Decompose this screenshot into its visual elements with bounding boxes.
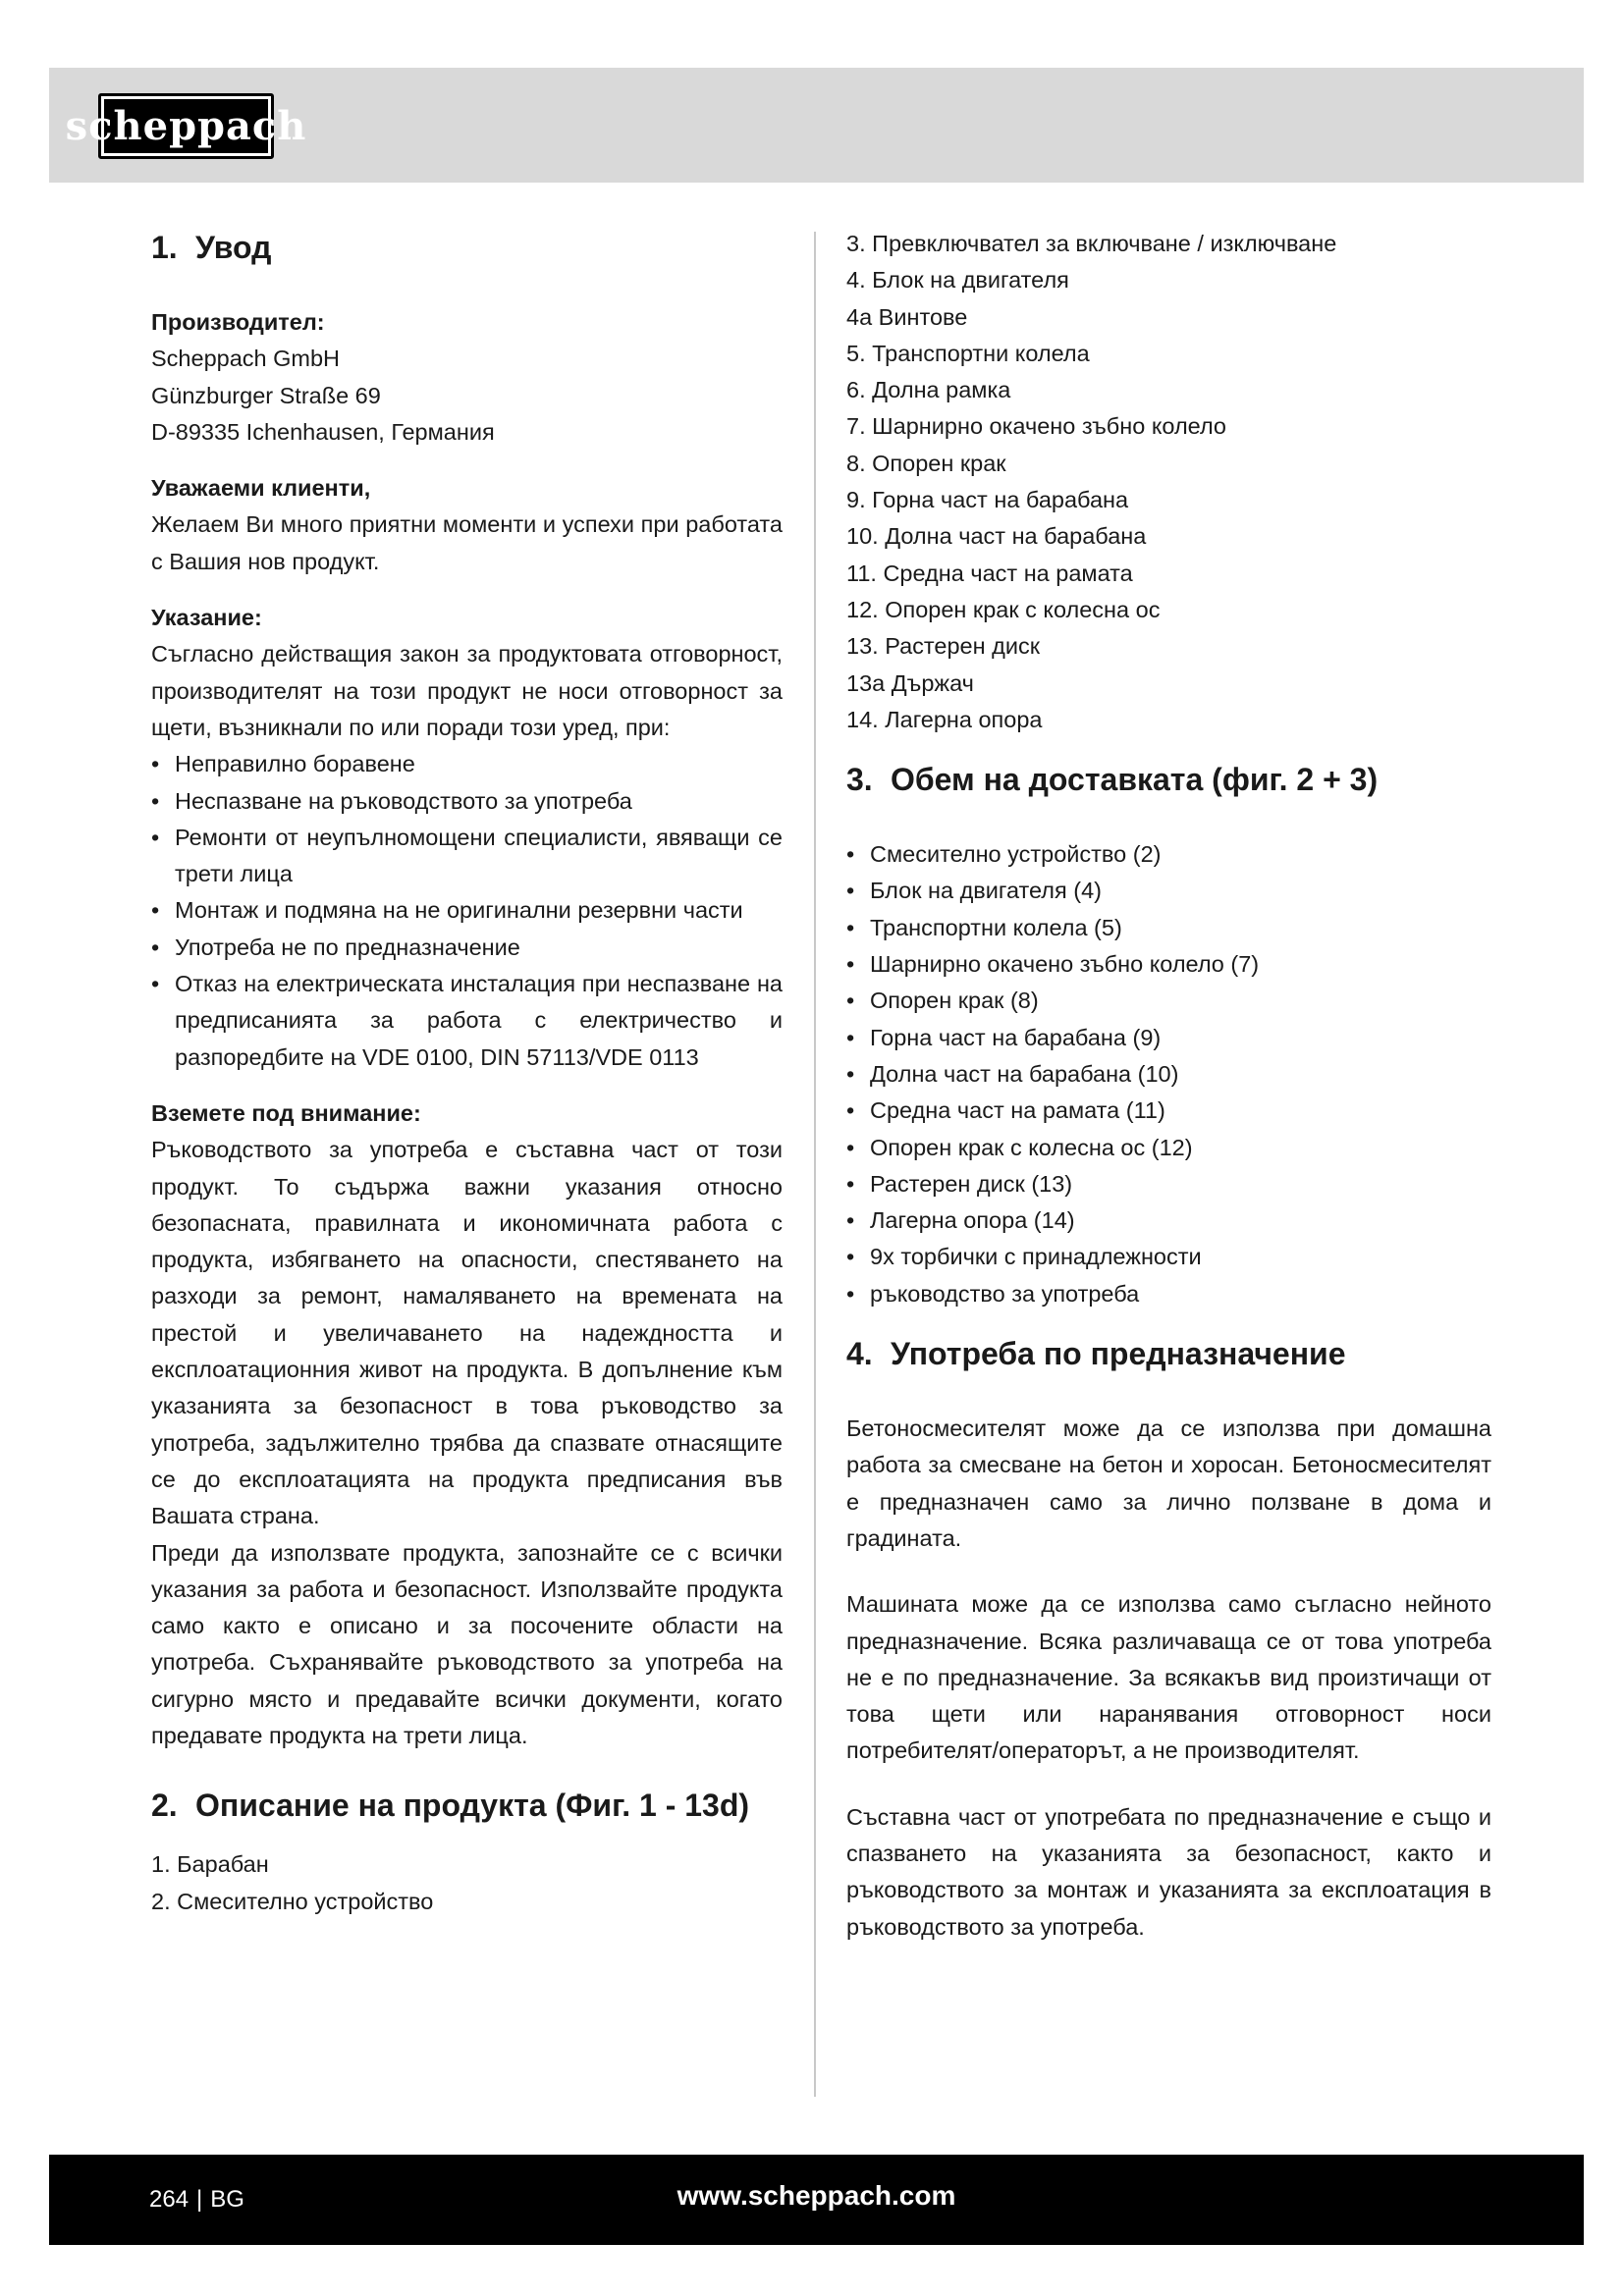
note-bullet-list xyxy=(151,746,783,1076)
list-item: • Блок на двигателя (4) xyxy=(846,873,1491,909)
right-column xyxy=(846,226,1491,1946)
list-item: • Растерен диск (13) xyxy=(846,1166,1491,1202)
description-list-continued xyxy=(846,226,1491,738)
list-item: 8. Опорен крак xyxy=(846,450,1006,476)
list-item: 12. Опорен крак с колесна ос xyxy=(846,596,1161,622)
delivery-list xyxy=(846,836,1491,1312)
list-item: 3. Превключвател за включване / изключване xyxy=(846,231,1337,256)
attention-label: Вземете под внимание: xyxy=(151,1099,421,1126)
list-item: 6. Долна рамка xyxy=(846,377,1011,403)
list-item: 1. Барабан xyxy=(151,1851,269,1878)
list-item: 4a Винтове xyxy=(846,303,968,330)
list-item: 5. Транспортни колела xyxy=(846,340,1090,366)
list-item: 4. Блок на двигателя xyxy=(846,267,1069,294)
manufacturer-line: Scheppach GmbH xyxy=(151,346,341,372)
list-item: • Смесително устройство (2) xyxy=(846,836,1491,873)
list-item: • Ремонти от неупълномощени специалисти, явяващи се трети лица xyxy=(151,820,783,893)
section-3-heading: 3. Обем на доставката (фиг. 2 + 3) xyxy=(846,762,1379,798)
list-item: 2. Смесително устройство xyxy=(151,1888,434,1914)
section-1-heading: 1. Увод xyxy=(151,230,272,265)
attention-text: Ръководството за употреба е съставна част от този продукт. То съдържа важни указания относно безопасната, правилната и икономичната работа с продукта, избягването на опасности, спестяването на разходи за ремонт, намаляването на времената на престой и увеличаването на надеждността и експлоатационния живот на продукта. В допълнение към указанията за безопасност в това ръководство за употреба, задължително трябва да спазвате отнасящите се до експлоатацията на продукта предписания във Вашата страна. xyxy=(151,1137,783,1529)
list-item: 7. Шарнирно окачено зъбно колело xyxy=(846,413,1226,440)
list-item: • Употреба не по предназначение xyxy=(151,930,783,966)
column-divider xyxy=(814,232,816,2097)
list-item: 9. Горна част на барабана xyxy=(846,487,1129,513)
list-item: • Долна част на барабана (10) xyxy=(846,1056,1491,1093)
intended-use-paragraph: Съставна част от употребата по предназначение е също и спазването на указанията за безопасност, както и ръководството за монтаж и указанията за експлоатация в ръководството за употреба. xyxy=(846,1803,1491,1940)
list-item: 11. Средна част на рамата xyxy=(846,560,1133,586)
manufacturer-label: Производител: xyxy=(151,309,325,335)
list-item: 13. Растерен диск xyxy=(846,633,1040,660)
list-item: 14. Лагерна опора xyxy=(846,706,1043,732)
list-item: • 9x торбички с принадлежности xyxy=(846,1239,1491,1275)
list-item: • Отказ на електрическата инсталация при неспазване на предписанията за работа с електричество и разпоредбите на VDE 0100, DIN 57113/VDE 0113 xyxy=(151,966,783,1076)
website-link[interactable]: www.scheppach.com xyxy=(677,2180,956,2211)
list-item: • Неспазване на ръководството за употреба xyxy=(151,783,783,820)
list-item: 13a Държач xyxy=(846,669,974,696)
list-item: • Шарнирно окачено зъбно колело (7) xyxy=(846,946,1491,983)
description-list xyxy=(151,1846,783,1920)
list-item: • Транспортни колела (5) xyxy=(846,910,1491,946)
list-item: • Опорен крак (8) xyxy=(846,983,1491,1019)
left-column xyxy=(151,226,783,1920)
list-item: • Монтаж и подмяна на не оригинални резервни части xyxy=(151,892,783,929)
manufacturer-line: D-89335 Ichenhausen, Германия xyxy=(151,418,495,445)
list-item: • Опорен крак с колесна ос (12) xyxy=(846,1130,1491,1166)
list-item: • ръководство за употреба xyxy=(846,1276,1491,1312)
section-4-heading: 4. Употреба по предназначение xyxy=(846,1336,1346,1372)
note-label: Указание: xyxy=(151,605,262,631)
intended-use-paragraph: Машината може да се използва само съгласно нейното предназначение. Всяка различаваща се от това употреба не е по предназначение. За всякакъв вид произтичащи от това щети или наранявания отговорност носи потребителят/операторът, а не производителят. xyxy=(846,1591,1491,1764)
attention-text: Преди да използвате продукта, запознайте се с всички указания за работа и безопасност. Използвайте продукта само както е описано и за посочените области на употреба. Съхранявайте ръководството за употреба на сигурно място и предавайте всички документи, когато предавате продукта на трети лица. xyxy=(151,1539,783,1748)
footer-bar xyxy=(49,2155,1584,2245)
list-item: • Средна част на рамата (11) xyxy=(846,1093,1491,1129)
list-item: 10. Долна част на барабана xyxy=(846,523,1147,550)
manufacturer-line: Günzburger Straße 69 xyxy=(151,382,381,408)
list-item: • Горна част на барабана (9) xyxy=(846,1020,1491,1056)
list-item: • Лагерна опора (14) xyxy=(846,1202,1491,1239)
note-text: Съгласно действащия закон за продуктовата отговорност, производителят на този продукт не носи отговорност за щети, възникнали по или поради този уред, при: xyxy=(151,641,783,740)
customers-text: Желаем Ви много приятни моменти и успехи при работата с Вашия нов продукт. xyxy=(151,511,783,574)
list-item: • Неправилно боравене xyxy=(151,746,783,782)
intended-use-paragraph: Бетоносмесителят може да се използва при домашна работа за смесване на бетон и хоросан. Бетоносмесителят е предназначен само за лично ползване в дома и градината. xyxy=(846,1415,1491,1551)
page-number: 264 | BG xyxy=(149,2186,244,2213)
scheppach-logo: scheppach xyxy=(98,93,274,159)
section-2-heading: 2. Описание на продукта (Фиг. 1 - 13d) xyxy=(151,1788,750,1824)
customers-label: Уважаеми клиенти, xyxy=(151,475,371,502)
